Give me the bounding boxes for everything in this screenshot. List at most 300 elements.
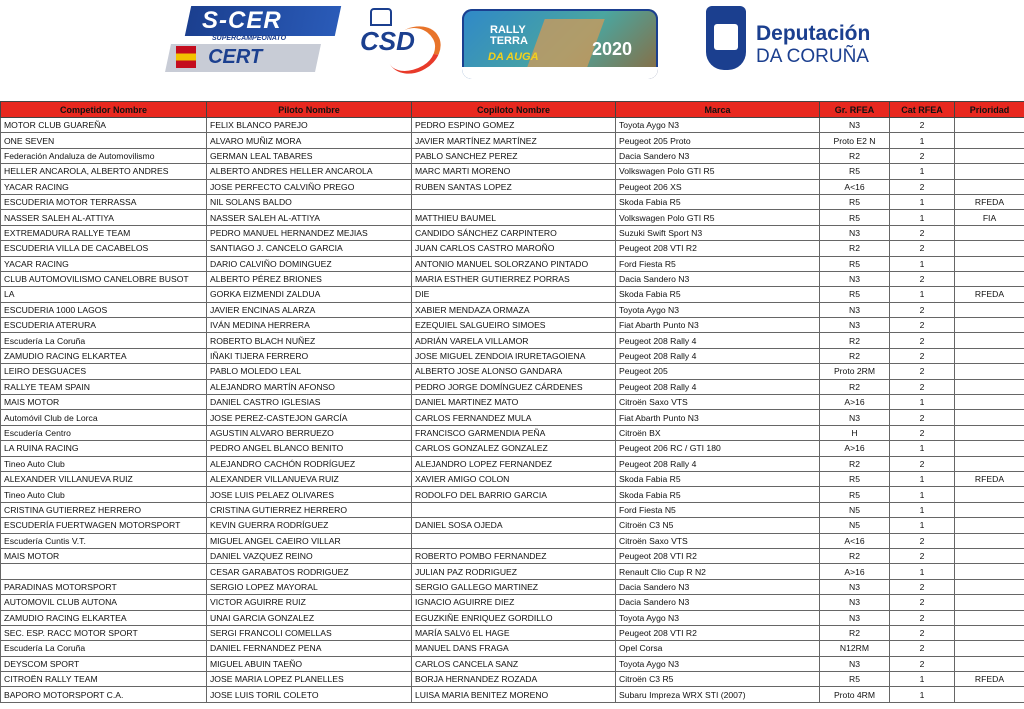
prioridad-cell: [955, 410, 1024, 425]
table-row: [1, 164, 1024, 179]
cat-rfea-cell: 2: [890, 425, 955, 440]
competidor-cell: CRISTINA GUTIERREZ HERRERO: [1, 502, 207, 517]
cat-rfea-cell: 2: [890, 656, 955, 671]
copiloto-cell: ALBERTO JOSE ALONSO GANDARA: [412, 364, 616, 379]
competidor-cell: HELLER ANCAROLA, ALBERTO ANDRES: [1, 164, 207, 179]
table-row: [1, 610, 1024, 625]
gr-rfea-cell: A>16: [820, 395, 890, 410]
table-row: [1, 441, 1024, 456]
competidor-cell: Federación Andaluza de Automovilismo: [1, 148, 207, 163]
competidor-cell: SEC. ESP. RACC MOTOR SPORT: [1, 625, 207, 640]
cat-rfea-cell: 2: [890, 318, 955, 333]
copiloto-cell: LUISA MARIA BENITEZ MORENO: [412, 687, 616, 702]
header-cat-rfea: Cat RFEA: [890, 102, 955, 118]
table-row: [1, 471, 1024, 486]
gr-rfea-cell: Proto E2 N: [820, 133, 890, 148]
copiloto-cell: JULIAN PAZ RODRIGUEZ: [412, 564, 616, 579]
marca-cell: Ford Fiesta N5: [616, 502, 820, 517]
marca-cell: Toyota Aygo N3: [616, 656, 820, 671]
copiloto-cell: IGNACIO AGUIRRE DIEZ: [412, 595, 616, 610]
prioridad-cell: [955, 256, 1024, 271]
prioridad-cell: [955, 133, 1024, 148]
piloto-cell: DANIEL CASTRO IGLESIAS: [207, 395, 412, 410]
competidor-cell: ZAMUDIO RACING ELKARTEA: [1, 348, 207, 363]
gr-rfea-cell: Proto 4RM: [820, 687, 890, 702]
prioridad-cell: [955, 118, 1024, 133]
copiloto-cell: JAVIER MARTÍNEZ MARTÍNEZ: [412, 133, 616, 148]
competidor-cell: YACAR RACING: [1, 179, 207, 194]
piloto-cell: NIL SOLANS BALDO: [207, 194, 412, 209]
shield-icon: [706, 6, 746, 70]
cat-rfea-cell: 1: [890, 194, 955, 209]
copiloto-cell: PEDRO JORGE DOMÍNGUEZ CÁRDENES: [412, 379, 616, 394]
cat-rfea-cell: 2: [890, 410, 955, 425]
gr-rfea-cell: R5: [820, 194, 890, 209]
table-row: [1, 148, 1024, 163]
prioridad-cell: [955, 241, 1024, 256]
gr-rfea-cell: N5: [820, 518, 890, 533]
piloto-cell: ALBERTO ANDRES HELLER ANCAROLA: [207, 164, 412, 179]
competidor-cell: AUTOMOVIL CLUB AUTONA: [1, 595, 207, 610]
cat-rfea-cell: 2: [890, 302, 955, 317]
marca-cell: Peugeot 208 VTI R2: [616, 241, 820, 256]
copiloto-cell: ROBERTO POMBO FERNANDEZ: [412, 548, 616, 563]
marca-cell: Citroën C3 R5: [616, 672, 820, 687]
competidor-cell: Tineo Auto Club: [1, 456, 207, 471]
gr-rfea-cell: H: [820, 425, 890, 440]
prioridad-cell: [955, 595, 1024, 610]
cat-rfea-cell: 1: [890, 672, 955, 687]
cat-rfea-cell: 2: [890, 225, 955, 240]
gr-rfea-cell: A<16: [820, 533, 890, 548]
copiloto-cell: ALEJANDRO LOPEZ FERNANDEZ: [412, 456, 616, 471]
cat-rfea-cell: 2: [890, 610, 955, 625]
prioridad-cell: [955, 395, 1024, 410]
cat-rfea-cell: 1: [890, 395, 955, 410]
marca-cell: Skoda Fabia R5: [616, 487, 820, 502]
gr-rfea-cell: N3: [820, 318, 890, 333]
rally-logo-line1: RALLY: [490, 24, 526, 36]
prioridad-cell: [955, 379, 1024, 394]
prioridad-cell: [955, 164, 1024, 179]
piloto-cell: NASSER SALEH AL-ATTIYA: [207, 210, 412, 225]
competidor-cell: ONE SEVEN: [1, 133, 207, 148]
gr-rfea-cell: R2: [820, 333, 890, 348]
copiloto-cell: EGUZKIÑE ENRIQUEZ GORDILLO: [412, 610, 616, 625]
gr-rfea-cell: N3: [820, 579, 890, 594]
cat-rfea-cell: 2: [890, 456, 955, 471]
copiloto-cell: JUAN CARLOS CASTRO MAROÑO: [412, 241, 616, 256]
competidor-cell: Tineo Auto Club: [1, 487, 207, 502]
competidor-cell: ZAMUDIO RACING ELKARTEA: [1, 610, 207, 625]
piloto-cell: IVÁN MEDINA HERRERA: [207, 318, 412, 333]
marca-cell: Skoda Fabia R5: [616, 471, 820, 486]
cat-rfea-cell: 1: [890, 441, 955, 456]
copiloto-cell: MARC MARTI MORENO: [412, 164, 616, 179]
competidor-cell: ESCUDERIA 1000 LAGOS: [1, 302, 207, 317]
piloto-cell: DANIEL VAZQUEZ REINO: [207, 548, 412, 563]
competidor-cell: DEYSCOM SPORT: [1, 656, 207, 671]
marca-cell: Dacia Sandero N3: [616, 148, 820, 163]
cat-rfea-cell: 1: [890, 564, 955, 579]
prioridad-cell: RFEDA: [955, 672, 1024, 687]
gr-rfea-cell: Proto 2RM: [820, 364, 890, 379]
copiloto-cell: CANDIDO SÁNCHEZ CARPINTERO: [412, 225, 616, 240]
competidor-cell: LA: [1, 287, 207, 302]
copiloto-cell: [412, 533, 616, 548]
gr-rfea-cell: N3: [820, 271, 890, 286]
competidor-cell: ESCUDERIA MOTOR TERRASSA: [1, 194, 207, 209]
table-row: [1, 318, 1024, 333]
marca-cell: Volkswagen Polo GTI R5: [616, 164, 820, 179]
header-copiloto: Copiloto Nombre: [412, 102, 616, 118]
gr-rfea-cell: R5: [820, 287, 890, 302]
cat-rfea-cell: 2: [890, 595, 955, 610]
table-row: [1, 271, 1024, 286]
gr-rfea-cell: R2: [820, 625, 890, 640]
table-row: [1, 425, 1024, 440]
header-gr-rfea: Gr. RFEA: [820, 102, 890, 118]
gr-rfea-cell: R5: [820, 471, 890, 486]
copiloto-cell: DANIEL SOSA OJEDA: [412, 518, 616, 533]
copiloto-cell: PEDRO ESPINO GOMEZ: [412, 118, 616, 133]
copiloto-cell: CARLOS FERNANDEZ MULA: [412, 410, 616, 425]
scer-logo-subtitle: SUPERCAMPEONATO: [212, 35, 287, 42]
piloto-cell: CRISTINA GUTIERREZ HERRERO: [207, 502, 412, 517]
piloto-cell: SERGIO LOPEZ MAYORAL: [207, 579, 412, 594]
copiloto-cell: [412, 194, 616, 209]
competidor-cell: YACAR RACING: [1, 256, 207, 271]
cat-rfea-cell: 1: [890, 256, 955, 271]
piloto-cell: UNAI GARCIA GONZALEZ: [207, 610, 412, 625]
competidor-cell: MOTOR CLUB GUAREÑA: [1, 118, 207, 133]
marca-cell: Fiat Abarth Punto N3: [616, 318, 820, 333]
copiloto-cell: XAVIER AMIGO COLON: [412, 471, 616, 486]
prioridad-cell: [955, 302, 1024, 317]
cat-rfea-cell: 2: [890, 641, 955, 656]
header-prioridad: Prioridad: [955, 102, 1024, 118]
copiloto-cell: DANIEL MARTINEZ MATO: [412, 395, 616, 410]
marca-cell: Citroën BX: [616, 425, 820, 440]
csd-logo: [356, 8, 436, 76]
marca-cell: Citroën Saxo VTS: [616, 395, 820, 410]
copiloto-cell: BORJA HERNANDEZ ROZADA: [412, 672, 616, 687]
copiloto-cell: ANTONIO MANUEL SOLORZANO PINTADO: [412, 256, 616, 271]
piloto-cell: JAVIER ENCINAS ALARZA: [207, 302, 412, 317]
marca-cell: Peugeot 208 VTI R2: [616, 548, 820, 563]
table-row: [1, 194, 1024, 209]
table-row: [1, 641, 1024, 656]
marca-cell: Dacia Sandero N3: [616, 579, 820, 594]
gr-rfea-cell: N3: [820, 656, 890, 671]
cat-rfea-cell: 2: [890, 118, 955, 133]
cat-rfea-cell: 1: [890, 487, 955, 502]
prioridad-cell: [955, 271, 1024, 286]
table-row: [1, 118, 1024, 133]
competidor-cell: ESCUDERIA VILLA DE CACABELOS: [1, 241, 207, 256]
prioridad-cell: [955, 656, 1024, 671]
gr-rfea-cell: N3: [820, 302, 890, 317]
gr-rfea-cell: A>16: [820, 564, 890, 579]
marca-cell: Fiat Abarth Punto N3: [616, 410, 820, 425]
table-row: [1, 241, 1024, 256]
marca-cell: Dacia Sandero N3: [616, 271, 820, 286]
piloto-cell: GORKA EIZMENDI ZALDUA: [207, 287, 412, 302]
table-row: [1, 333, 1024, 348]
gr-rfea-cell: R2: [820, 348, 890, 363]
prioridad-cell: [955, 333, 1024, 348]
piloto-cell: JOSE PEREZ-CASTEJON GARCÍA: [207, 410, 412, 425]
table-row: [1, 487, 1024, 502]
table-row: [1, 548, 1024, 563]
piloto-cell: VICTOR AGUIRRE RUIZ: [207, 595, 412, 610]
marca-cell: Opel Corsa: [616, 641, 820, 656]
scer-logo: [168, 6, 338, 72]
table-row: [1, 595, 1024, 610]
piloto-cell: ALEJANDRO CACHÓN RODRÍGUEZ: [207, 456, 412, 471]
crown-icon: [370, 8, 392, 26]
prioridad-cell: FIA: [955, 210, 1024, 225]
cat-rfea-cell: 2: [890, 533, 955, 548]
table-row: [1, 687, 1024, 702]
marca-cell: Peugeot 208 Rally 4: [616, 348, 820, 363]
piloto-cell: JOSE LUIS PELAEZ OLIVARES: [207, 487, 412, 502]
gr-rfea-cell: R2: [820, 548, 890, 563]
piloto-cell: PABLO MOLEDO LEAL: [207, 364, 412, 379]
competidor-cell: LA RUINA RACING: [1, 441, 207, 456]
marca-cell: Skoda Fabia R5: [616, 287, 820, 302]
piloto-cell: SERGI FRANCOLI COMELLAS: [207, 625, 412, 640]
scer-logo-text: S-CER: [202, 7, 282, 34]
competidor-cell: EXTREMADURA RALLYE TEAM: [1, 225, 207, 240]
csd-logo-text: CSD: [360, 26, 415, 56]
competidor-cell: Escudería Cuntis V.T.: [1, 533, 207, 548]
piloto-cell: ALVARO MUÑIZ MORA: [207, 133, 412, 148]
piloto-cell: JOSE LUIS TORIL COLETO: [207, 687, 412, 702]
prioridad-cell: [955, 179, 1024, 194]
copiloto-cell: PABLO SANCHEZ PEREZ: [412, 148, 616, 163]
prioridad-cell: [955, 518, 1024, 533]
competidor-cell: BAPORO MOTORSPORT C.A.: [1, 687, 207, 702]
prioridad-cell: RFEDA: [955, 194, 1024, 209]
cat-rfea-cell: 1: [890, 133, 955, 148]
table-row: [1, 395, 1024, 410]
cat-rfea-cell: 2: [890, 364, 955, 379]
gr-rfea-cell: A>16: [820, 441, 890, 456]
gr-rfea-cell: N12RM: [820, 641, 890, 656]
piloto-cell: PEDRO MANUEL HERNANDEZ MEJIAS: [207, 225, 412, 240]
cat-rfea-cell: 2: [890, 579, 955, 594]
competidor-cell: NASSER SALEH AL-ATTIYA: [1, 210, 207, 225]
cat-rfea-cell: 1: [890, 687, 955, 702]
table-row: [1, 364, 1024, 379]
competidor-cell: PARADINAS MOTORSPORT: [1, 579, 207, 594]
piloto-cell: GERMAN LEAL TABARES: [207, 148, 412, 163]
prioridad-cell: [955, 225, 1024, 240]
prioridad-cell: [955, 318, 1024, 333]
copiloto-cell: ADRIÁN VARELA VILLAMOR: [412, 333, 616, 348]
copiloto-cell: MARÍA SALVó EL HAGE: [412, 625, 616, 640]
table-row: [1, 287, 1024, 302]
gr-rfea-cell: N3: [820, 610, 890, 625]
gr-rfea-cell: R2: [820, 241, 890, 256]
cat-rfea-cell: 2: [890, 548, 955, 563]
marca-cell: Citroën Saxo VTS: [616, 533, 820, 548]
rally-logo-line2: TERRA: [490, 35, 528, 47]
competidor-cell: CLUB AUTOMOVILISMO CANELOBRE BUSOT: [1, 271, 207, 286]
gr-rfea-cell: N3: [820, 410, 890, 425]
copiloto-cell: MATTHIEU BAUMEL: [412, 210, 616, 225]
prioridad-cell: [955, 610, 1024, 625]
piloto-cell: DARIO CALVIÑO DOMINGUEZ: [207, 256, 412, 271]
prioridad-cell: [955, 625, 1024, 640]
cat-rfea-cell: 2: [890, 379, 955, 394]
prioridad-cell: [955, 641, 1024, 656]
deputacion-logo-line2: DA CORUÑA: [756, 46, 869, 67]
competidor-cell: [1, 564, 207, 579]
piloto-cell: FELIX BLANCO PAREJO: [207, 118, 412, 133]
marca-cell: Peugeot 206 XS: [616, 179, 820, 194]
table-row: [1, 579, 1024, 594]
piloto-cell: MIGUEL ANGEL CAEIRO VILLAR: [207, 533, 412, 548]
prioridad-cell: [955, 148, 1024, 163]
gr-rfea-cell: R2: [820, 456, 890, 471]
table-body: [1, 118, 1024, 703]
marca-cell: Volkswagen Polo GTI R5: [616, 210, 820, 225]
gr-rfea-cell: R5: [820, 672, 890, 687]
cat-rfea-cell: 2: [890, 241, 955, 256]
marca-cell: Citroën C3 N5: [616, 518, 820, 533]
competidor-cell: RALLYE TEAM SPAIN: [1, 379, 207, 394]
marca-cell: Peugeot 208 Rally 4: [616, 333, 820, 348]
marca-cell: Peugeot 205 Proto: [616, 133, 820, 148]
prioridad-cell: [955, 441, 1024, 456]
table-row: [1, 672, 1024, 687]
copiloto-cell: DIE: [412, 287, 616, 302]
competidor-cell: Escudería La Coruña: [1, 333, 207, 348]
piloto-cell: ALEXANDER VILLANUEVA RUIZ: [207, 471, 412, 486]
cat-rfea-cell: 1: [890, 164, 955, 179]
logo-header: [0, 0, 1024, 100]
competidor-cell: ESCUDERÍA FUERTWAGEN MOTORSPORT: [1, 518, 207, 533]
prioridad-cell: [955, 425, 1024, 440]
table-row: [1, 348, 1024, 363]
cat-rfea-cell: 1: [890, 471, 955, 486]
copiloto-cell: RODOLFO DEL BARRIO GARCIA: [412, 487, 616, 502]
competidor-cell: MAIS MOTOR: [1, 395, 207, 410]
competidor-cell: LEIRO DESGUACES: [1, 364, 207, 379]
competidor-cell: ESCUDERIA ATERURA: [1, 318, 207, 333]
gr-rfea-cell: N5: [820, 502, 890, 517]
table-row: [1, 625, 1024, 640]
table-row: [1, 225, 1024, 240]
table-row: [1, 502, 1024, 517]
piloto-cell: SANTIAGO J. CANCELO GARCIA: [207, 241, 412, 256]
copiloto-cell: MANUEL DANS FRAGA: [412, 641, 616, 656]
rally-logo-line3: DA AUGA: [488, 51, 539, 63]
competidor-cell: Escudería Centro: [1, 425, 207, 440]
gr-rfea-cell: R5: [820, 487, 890, 502]
table-row: [1, 410, 1024, 425]
marca-cell: Peugeot 208 VTI R2: [616, 625, 820, 640]
marca-cell: Dacia Sandero N3: [616, 595, 820, 610]
piloto-cell: AGUSTIN ALVARO BERRUEZO: [207, 425, 412, 440]
table-row: [1, 133, 1024, 148]
marca-cell: Peugeot 208 Rally 4: [616, 456, 820, 471]
prioridad-cell: [955, 364, 1024, 379]
rally-logo-year: 2020: [592, 39, 633, 59]
copiloto-cell: EZEQUIEL SALGUEIRO SIMOES: [412, 318, 616, 333]
table-row: [1, 518, 1024, 533]
cat-rfea-cell: 1: [890, 502, 955, 517]
cat-rfea-cell: 1: [890, 287, 955, 302]
deputacion-logo: [702, 4, 872, 74]
marca-cell: Renault Clio Cup R N2: [616, 564, 820, 579]
cat-rfea-cell: 2: [890, 333, 955, 348]
prioridad-cell: [955, 687, 1024, 702]
table-row: [1, 564, 1024, 579]
table-row: [1, 210, 1024, 225]
marca-cell: Peugeot 206 RC / GTI 180: [616, 441, 820, 456]
table-row: [1, 656, 1024, 671]
marca-cell: Subaru Impreza WRX STI (2007): [616, 687, 820, 702]
gr-rfea-cell: R5: [820, 256, 890, 271]
table-row: [1, 179, 1024, 194]
competidor-cell: ALEXANDER VILLANUEVA RUIZ: [1, 471, 207, 486]
prioridad-cell: RFEDA: [955, 471, 1024, 486]
prioridad-cell: [955, 456, 1024, 471]
piloto-cell: ROBERTO BLACH NUÑEZ: [207, 333, 412, 348]
marca-cell: Skoda Fabia R5: [616, 194, 820, 209]
cat-rfea-cell: 2: [890, 148, 955, 163]
copiloto-cell: RUBEN SANTAS LOPEZ: [412, 179, 616, 194]
gr-rfea-cell: N3: [820, 595, 890, 610]
piloto-cell: MIGUEL ABUIN TAEÑO: [207, 656, 412, 671]
table-row: [1, 302, 1024, 317]
cert-logo-text: CERT: [208, 46, 263, 68]
piloto-cell: PEDRO ANGEL BLANCO BENITO: [207, 441, 412, 456]
marca-cell: Toyota Aygo N3: [616, 302, 820, 317]
prioridad-cell: RFEDA: [955, 287, 1024, 302]
gr-rfea-cell: R5: [820, 210, 890, 225]
copiloto-cell: CARLOS CANCELA SANZ: [412, 656, 616, 671]
table-row: [1, 379, 1024, 394]
table-row: [1, 533, 1024, 548]
cat-rfea-cell: 1: [890, 210, 955, 225]
gr-rfea-cell: R2: [820, 379, 890, 394]
prioridad-cell: [955, 579, 1024, 594]
gr-rfea-cell: A<16: [820, 179, 890, 194]
copiloto-cell: JOSE MIGUEL ZENDOIA IRURETAGOIENA: [412, 348, 616, 363]
copiloto-cell: MARIA ESTHER GUTIERREZ PORRAS: [412, 271, 616, 286]
rally-terra-da-auga-logo: [462, 9, 658, 79]
deputacion-logo-line1: Deputación: [756, 22, 871, 45]
prioridad-cell: [955, 487, 1024, 502]
prioridad-cell: [955, 348, 1024, 363]
competidor-cell: MAIS MOTOR: [1, 548, 207, 563]
copiloto-cell: [412, 502, 616, 517]
copiloto-cell: FRANCISCO GARMENDIA PEÑA: [412, 425, 616, 440]
competidor-cell: Escudería La Coruña: [1, 641, 207, 656]
header-competidor: Competidor Nombre: [1, 102, 207, 118]
marca-cell: Peugeot 208 Rally 4: [616, 379, 820, 394]
rfeda-flag-icon: [176, 46, 196, 68]
copiloto-cell: SERGIO GALLEGO MARTINEZ: [412, 579, 616, 594]
gr-rfea-cell: R2: [820, 148, 890, 163]
header-piloto: Piloto Nombre: [207, 102, 412, 118]
cat-rfea-cell: 2: [890, 625, 955, 640]
piloto-cell: CESAR GARABATOS RODRIGUEZ: [207, 564, 412, 579]
